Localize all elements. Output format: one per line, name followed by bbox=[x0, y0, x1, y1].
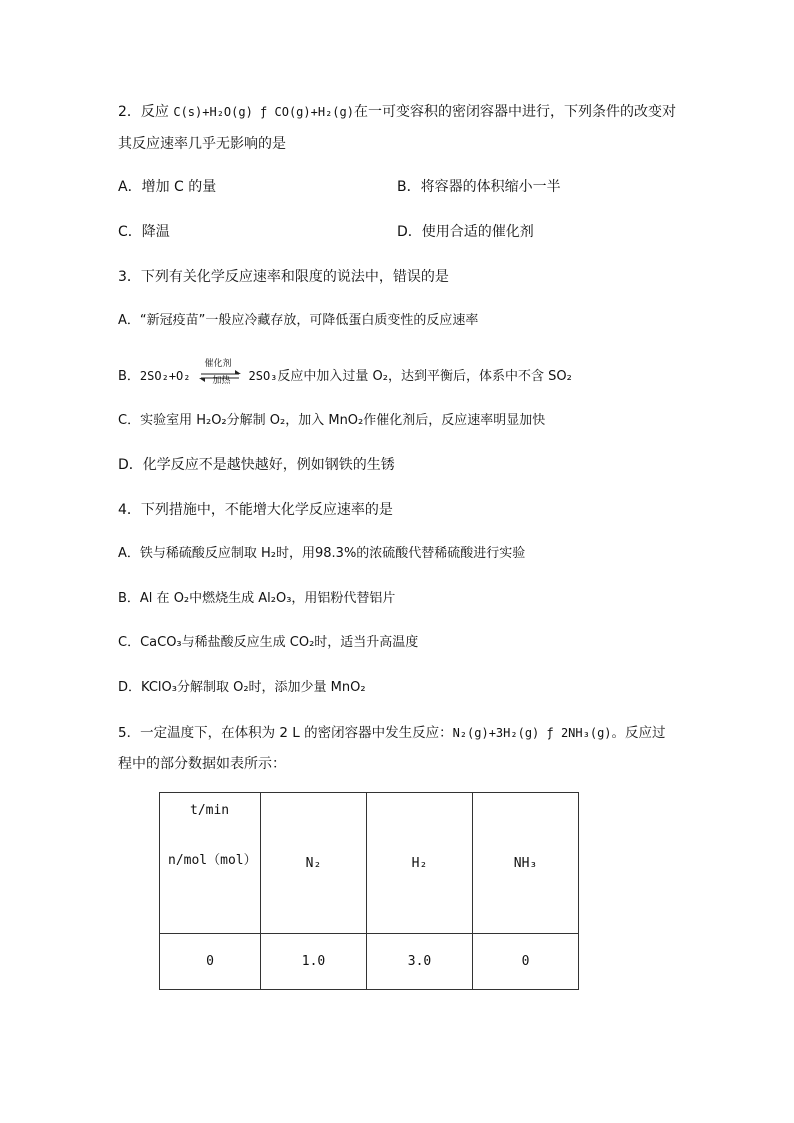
q4-option-d: D．KClO₃分解制取 O₂时，添加少量 MnO₂ bbox=[118, 680, 366, 695]
q2-option-b: B．将容器的体积缩小一半 bbox=[397, 179, 561, 195]
q4-option-a: A．铁与稀硫酸反应制取 H₂时，用98.3%的浓硫酸代替稀硫酸进行实验 bbox=[118, 546, 526, 561]
table-row bbox=[160, 934, 579, 990]
cell-nh3: 0 bbox=[473, 934, 579, 990]
q4-option-c: C．CaCO₃与稀盐酸反应生成 CO₂时，适当升高温度 bbox=[118, 635, 419, 650]
cell-h2: 3.0 bbox=[367, 934, 473, 990]
reversible-arrow bbox=[191, 359, 249, 388]
q3-option-b-products: 2SO₃ bbox=[248, 369, 278, 383]
q5-stem-start: 5．一定温度下，在体积为 2 L 的密闭容器中发生反应： bbox=[118, 725, 453, 741]
q4-stem: 4．下列措施中，不能增大化学反应速率的是 bbox=[118, 502, 393, 518]
table-corner-cell bbox=[160, 793, 261, 934]
q4-option-b: B．Al 在 O₂中燃烧生成 Al₂O₃，用铝粉代替铝片 bbox=[118, 591, 396, 606]
q2-option-c: C．降温 bbox=[118, 224, 170, 240]
q3-option-b-rest: 反应中加入过量 O₂，达到平衡后，体系中不含 SO₂ bbox=[277, 369, 572, 384]
q5-reaction-equation: N₂(g)+3H₂(g) ƒ 2NH₃(g) bbox=[452, 726, 612, 740]
q5-stem-line1 bbox=[118, 723, 666, 743]
q5-stem-end: 。反应过 bbox=[611, 725, 666, 741]
table-header-row bbox=[160, 793, 579, 934]
cell-n2: 1.0 bbox=[261, 934, 367, 990]
header-h2: H₂ bbox=[367, 793, 473, 934]
q2-stem-start: 2．反应 bbox=[118, 104, 174, 120]
q3-option-b-reactants: 2SO₂+O₂ bbox=[139, 369, 191, 383]
q2-stem-end: 在一可变容积的密闭容器中进行，下列条件的改变对 bbox=[353, 104, 676, 120]
corner-amount-label: n/mol（mol） bbox=[168, 853, 257, 868]
data-table bbox=[159, 792, 579, 990]
q2-reaction-equation: C(s)+H₂O(g) ƒ CO(g)+H₂(g) bbox=[173, 105, 354, 119]
q2-option-d: D．使用合适的催化剂 bbox=[397, 224, 534, 240]
corner-time-label: t/min bbox=[190, 803, 230, 818]
q5-stem-line2: 程中的部分数据如表所示： bbox=[118, 756, 286, 772]
q2-stem-line1 bbox=[118, 102, 676, 122]
q3-option-a: A．“新冠疫苗”一般应冷藏存放，可降低蛋白质变性的反应速率 bbox=[118, 313, 479, 328]
q2-stem-line2: 其反应速率几乎无影响的是 bbox=[118, 136, 286, 152]
q3-option-b-prefix: B． bbox=[118, 369, 140, 384]
q3-option-b bbox=[118, 359, 572, 388]
cell-time: 0 bbox=[160, 934, 261, 990]
q3-option-d: D．化学反应不是越快越好，例如钢铁的生锈 bbox=[118, 457, 395, 473]
heat-condition: 加热 bbox=[212, 376, 231, 386]
q3-stem: 3．下列有关化学反应速率和限度的说法中，错误的是 bbox=[118, 269, 449, 285]
catalyst-condition: 催化剂 bbox=[204, 359, 232, 369]
header-n2: N₂ bbox=[261, 793, 367, 934]
q2-option-a: A．增加 C 的量 bbox=[118, 179, 217, 195]
q3-option-c: C．实验室用 H₂O₂分解制 O₂，加入 MnO₂作催化剂后，反应速率明显加快 bbox=[118, 413, 546, 428]
header-nh3: NH₃ bbox=[473, 793, 579, 934]
